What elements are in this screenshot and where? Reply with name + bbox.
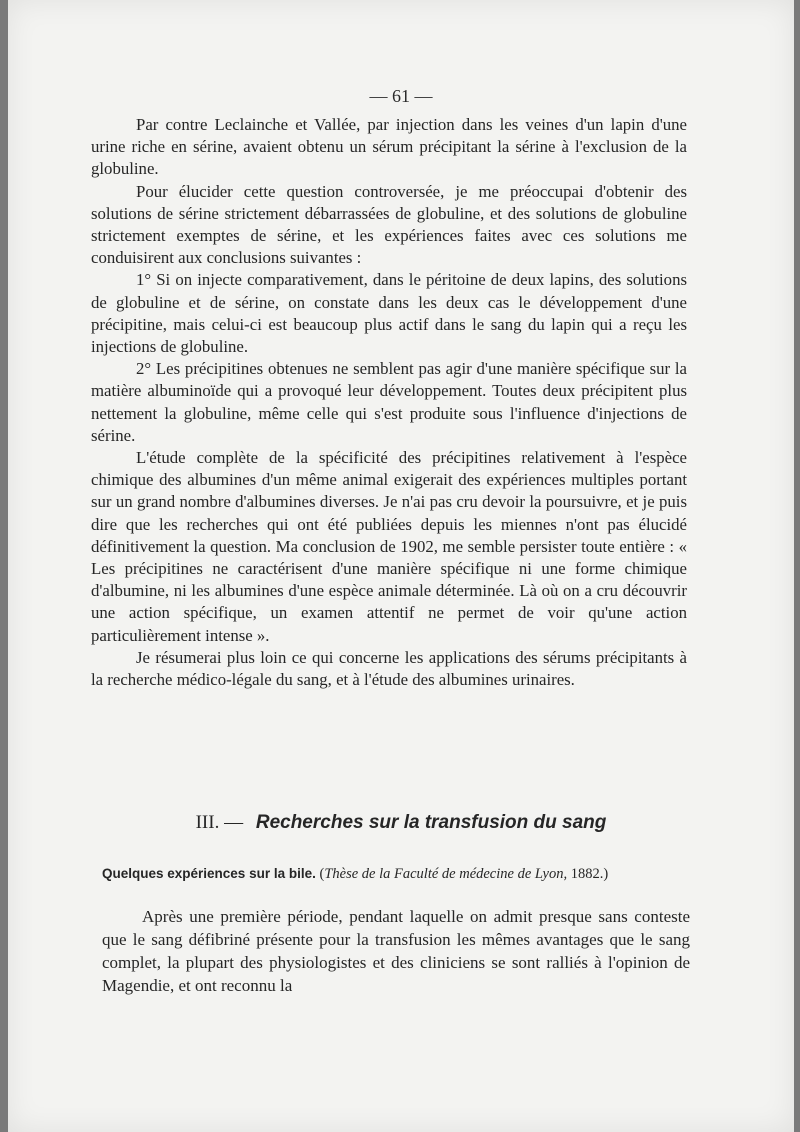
subheading-title: Quelques expériences sur la bile.: [102, 866, 316, 881]
paragraph: 2° Les précipitines obtenues ne semblent pas agir d'une manière spécifique sur la matière albuminoïde qui a provoqué leur développement. Toutes deux précipitent plus nettement la globuline, même celle qui s'est produite sous l'influence d'injections de sérine.: [91, 359, 687, 445]
body-text: [91, 114, 687, 691]
paragraph: 1° Si on injecte comparativement, dans le péritoine de deux lapins, des solutions de globuline et de sérine, on constate dans les deux cas le développement d'une précipitine, mais celui-ci est beaucoup plus actif dans le sang du lapin qui a reçu les injections de globuline.: [91, 270, 687, 357]
paragraph: L'étude complète de la spécificité des précipitines relativement à l'espèce chimique des albumines d'un même animal exigerait des expériences multiples portant sur un grand nombre d'albumines diverses. Je n'ai pas cru devoir la poursuivre, et je puis dire que les recherches qui ont été publiées depuis les miennes n'ont pas élucidé définitivement la question. Ma conclusion de 1902, me semble persister toute entière : « Les précipitines ne caractérisent d'une manière spécifique ni une forme chimique d'albumine, ni les albumines d'une espèce animale déterminée. Là où on a cru découvrir une action spécifique, un examen attentif ne permet de voir qu'une action particulièrement intense ».: [91, 448, 687, 645]
paragraph: Par contre Leclainche et Vallée, par injection dans les veines d'un lapin d'une urine riche en sérine, avaient obtenu un sérum précipitant la sérine à l'exclusion de la globuline.: [91, 115, 687, 179]
paragraph: Je résumerai plus loin ce qui concerne les applications des sérums précipitants à la recherche médico-légale du sang, et à l'étude des albumines urinaires.: [91, 647, 687, 690]
page-number: — 61 —: [369, 86, 433, 106]
citation-year: 1882.): [567, 866, 609, 882]
paragraph: Pour élucider cette question controversée, je me préoccupai d'obtenir des solutions de sérine strictement débarrassées de globuline, et des solutions de globuline strictement exemptes de sérine, et les expériences faites avec ces solutions me conduisirent aux conclusions suivantes :: [91, 181, 687, 268]
section-title: Recherches sur la transfusion du sang: [255, 812, 607, 833]
body-text-continued: [102, 905, 690, 997]
paragraph: Après une première période, pendant laquelle on admit presque sans conteste que le sang défibriné présente pour la transfusion les mêmes avantages que le sang complet, la plupart des physiologistes et des cliniciens se sont ralliés à l'opinion de Magendie, et ont reconnu la: [102, 907, 690, 995]
document-page: [8, 0, 794, 1132]
subheading: [102, 866, 762, 883]
citation-text: Thèse de la Faculté de médecine de Lyon,: [324, 866, 568, 882]
section-heading: [8, 812, 794, 834]
section-number: III. —: [195, 812, 244, 833]
citation-open: (: [319, 866, 325, 882]
